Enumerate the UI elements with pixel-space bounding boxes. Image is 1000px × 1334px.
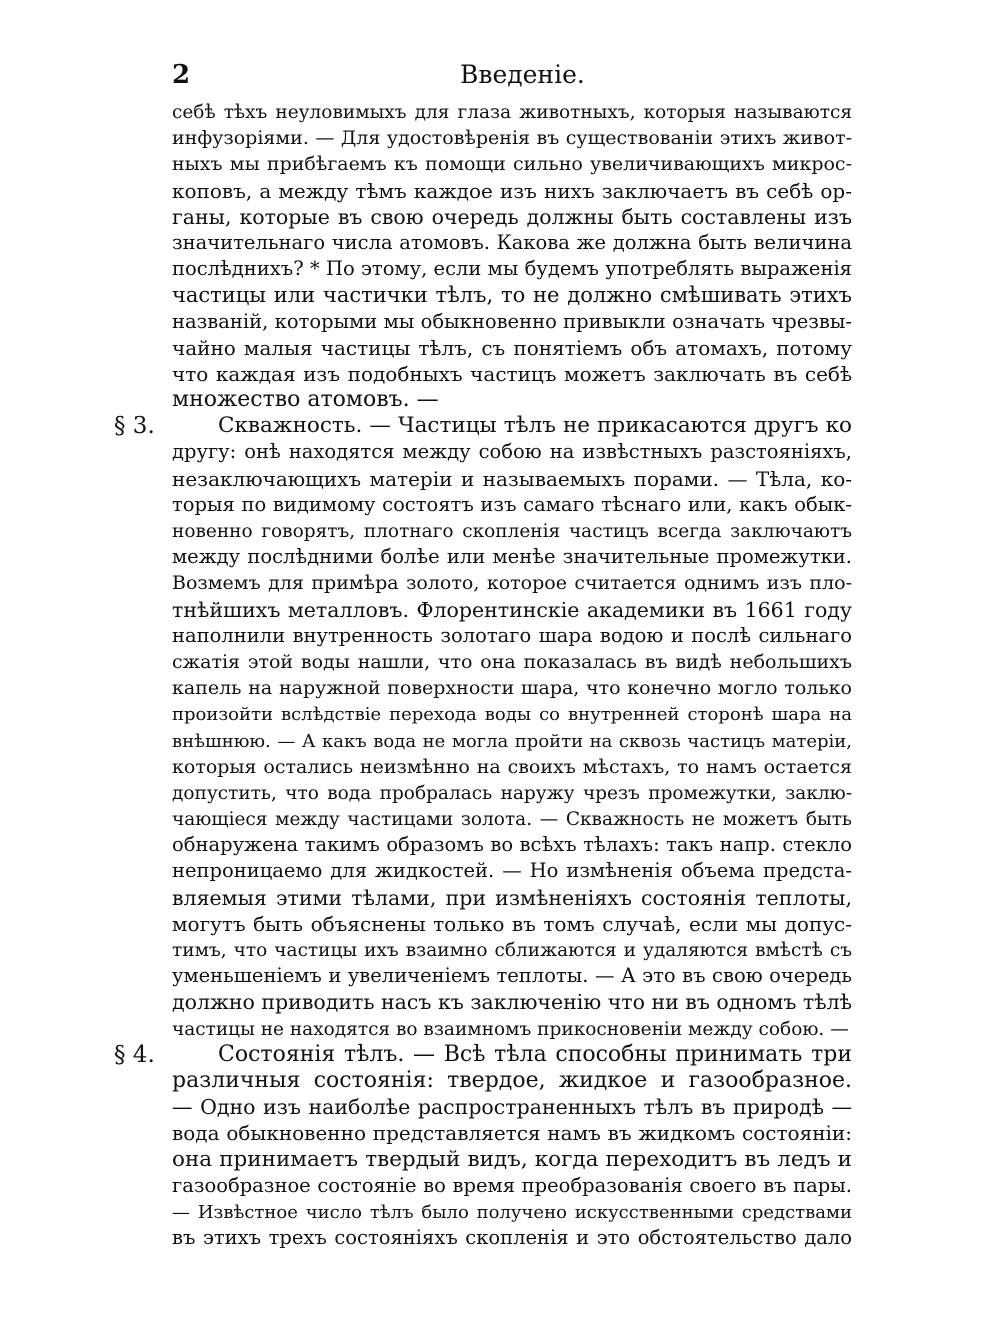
line-text: капель на наружной поверхности шара, что конечно могло только [172,677,852,700]
text-line [172,597,852,623]
text-line [172,1120,852,1146]
line-text: она принимаетъ твердый видъ, когда переходитъ въ ледъ и [172,1146,852,1172]
text-line [172,204,852,230]
text-line [172,466,852,492]
line-text: торыя по видимому состоятъ изъ самаго тѣснаго или, какъ обык- [172,492,852,516]
section-number: § 4. [114,1041,155,1068]
line-text: себѣ тѣхъ неуловимыхъ для глаза животныхъ, которыя называются [172,102,852,123]
text-line [172,754,852,780]
line-text: чающіеся между частицами золота. — Скважность не можетъ быть [172,809,852,831]
text-line [172,125,852,151]
text-line [172,780,852,806]
line-text: значительнаго числа атомовъ. Какова же должна быть величина [172,230,852,254]
line-text: новенно говорятъ, плотнаго скопленія частицъ всегда заключаютъ [172,521,852,542]
line-text: вода обыкновенно представляется намъ въ жидкомъ состояніи: [172,1121,852,1146]
text-line [172,335,852,361]
text-line [172,256,852,282]
line-text: произойти вслѣдствіе перехода воды со внутренней сторонѣ шара на [172,704,852,726]
text-line [172,387,852,413]
line-text: названій, которыми мы обыкновенно привыкли означать чрезвы- [172,309,852,333]
text-line [172,99,852,125]
line-text: чайно малыя частицы тѣлъ, съ понятіемъ объ атомахъ, потому [172,335,852,360]
text-line [172,806,852,832]
text-line [172,178,852,204]
line-text: тнѣйшихъ металловъ. Флорентинскіе академики въ 1661 году [172,597,852,622]
line-text: коповъ, а между тѣмъ каждое изъ нихъ заключаетъ въ себѣ ор- [172,178,852,203]
line-text: тимъ, что частицы ихъ взаимно сближаются и удаляются вмѣстѣ съ [172,940,852,961]
text-line [172,675,852,701]
text-line [172,937,852,963]
text-line [172,492,852,518]
text-line [172,518,852,544]
text-line [172,1147,852,1173]
paragraph-first-line [114,1041,852,1068]
line-text: что каждая изъ подобныхъ частицъ можетъ заключать въ себѣ [172,361,852,386]
text-line [172,963,852,989]
paragraph-first-line [114,413,852,440]
line-text: сжатія этой воды нашли, что она показалась въ видѣ небольшихъ [172,650,852,673]
page-number: 2 [172,60,191,90]
line-text: непроницаемо для жидкостей. — Но измѣненія объема предста- [172,859,852,883]
text-line [172,151,852,177]
line-text: различныя состоянія: твердое, жидкое и газообразное. [172,1067,852,1093]
line-text: вляемыя этими тѣлами, при измѣненіяхъ состоянія теплоты, [172,885,852,910]
text-line [172,282,852,308]
line-text: Скважность. — Частицы тѣлъ не прикасаются другъ ко [218,413,852,439]
text-line [172,544,852,570]
text-line [172,623,852,649]
running-title: Введеніе. [460,60,585,89]
text-line [172,1173,852,1199]
text-line [172,649,852,675]
section-number: § 3. [114,413,155,440]
text-line [172,911,852,937]
text-line [172,309,852,335]
text-line [172,1199,852,1225]
line-text: уменьшеніемъ и увеличеніемъ теплоты. — А это въ свою очередь [172,964,852,988]
text-line [172,230,852,256]
line-text: допустить, что вода пробралась наружу чрезъ промежутки, заклю- [172,782,852,804]
line-text: Возмемъ для примѣра золото, которое считается однимъ изъ пло- [172,572,852,595]
body-text [114,99,852,1251]
line-text: — Извѣстное число тѣлъ было получено искусственными средствами [172,1201,852,1223]
line-text: послѣднихъ? * По этому, если мы будемъ употреблять выраженія [172,257,852,281]
line-text: частицы не находятся во взаимномъ прикосновеніи между собою. — [172,1018,849,1040]
page-header [172,60,852,94]
line-text: другу: онѣ находятся между собою на извѣстныхъ разстояніяхъ, [172,440,852,464]
line-text: — Одно изъ наиболѣе распространенныхъ тѣлъ въ природѣ — [172,1095,852,1120]
line-text: множество атомовъ. — [172,387,439,413]
line-text: наполнили внутренность золотаго шара водою и послѣ сильнаго [172,623,852,647]
line-text: незаключающихъ матеріи и называемыхъ порами. — Тѣла, ко- [172,466,852,491]
text-line [172,570,852,596]
text-line [172,989,852,1015]
text-line [172,885,852,911]
line-text: Состоянія тѣлъ. — Всѣ тѣла способны принимать три [218,1041,852,1067]
text-line [172,1094,852,1120]
line-text: ныхъ мы прибѣгаемъ къ помощи сильно увеличивающихъ микрос- [172,153,852,176]
line-text: могутъ быть объяснены только въ томъ случаѣ, если мы допус- [172,911,852,936]
line-text: инфузоріями. — Для удостовѣренія въ существованіи этихъ живот- [172,127,852,150]
text-line [172,728,852,754]
line-text: между послѣдними болѣе или менѣе значительные промежутки. [172,545,852,569]
text-line [172,439,852,465]
line-text: частицы или частички тѣлъ, то не должно смѣшивать этихъ [172,283,852,308]
text-line [172,832,852,858]
text-line [172,1016,852,1042]
line-text: которыя остались неизмѣнно на своихъ мѣстахъ, то намъ остается [172,755,852,778]
text-line [172,1225,852,1251]
line-text: обнаружена такимъ образомъ во всѣхъ тѣлахъ: такъ напр. стекло [172,833,852,857]
line-text: газообразное состояніе во время преобразованія своего въ пары. [172,1173,852,1197]
text-line [172,1068,852,1094]
text-line [172,361,852,387]
line-text: внѣшнюю. — А какъ вода не могла пройти на сквозь частицъ матеріи, [172,730,852,752]
text-line [172,701,852,727]
line-text: ганы, которые въ свою очередь должны быть составлены изъ [172,204,852,229]
text-line [172,858,852,884]
line-text: должно приводить насъ къ заключенію что ни въ одномъ тѣлѣ [172,990,852,1015]
line-text: въ этихъ трехъ состояніяхъ скопленія и это обстоятельство дало [172,1226,852,1250]
